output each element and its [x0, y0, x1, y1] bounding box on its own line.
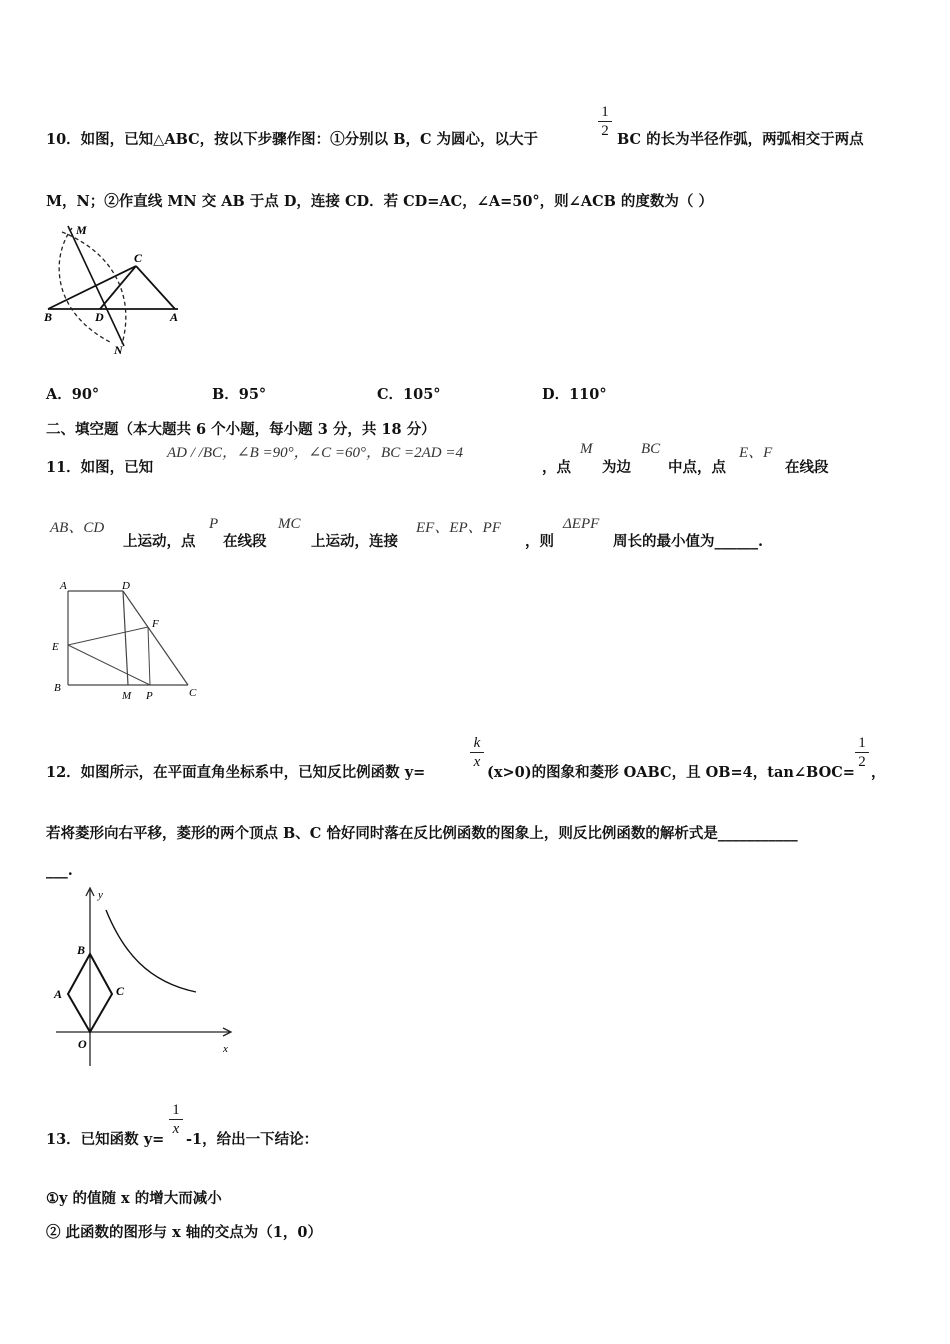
- q11-label-c: C: [189, 687, 197, 699]
- q12-label-x: x: [223, 1043, 228, 1055]
- q11-text-1: 11．如图，已知: [46, 459, 154, 476]
- q12-line3: ___.: [46, 862, 73, 879]
- q12-label-c: C: [116, 984, 125, 998]
- q11-math-6: P: [209, 516, 219, 532]
- q12-label-b: B: [77, 943, 86, 957]
- q11-text-10: 周长的最小值为______.: [613, 533, 764, 550]
- q11-label-a: A: [60, 580, 67, 592]
- q10-line-bc: [48, 266, 136, 309]
- q10-option-c: C．105°: [377, 386, 441, 403]
- q12-frac2-num: 1: [858, 735, 866, 751]
- q12-fraction-tan: [855, 735, 869, 770]
- q12-line2: 若将菱形向右平移，菱形的两个顶点 B、C 恰好同时落在反比例函数的图象上，则反比例函数的解析式是___________: [46, 825, 798, 842]
- q13-frac-den: x: [172, 1121, 180, 1137]
- q12-text-1: 12．如图所示，在平面直角坐标系中，已知反比例函数 y=: [46, 764, 426, 781]
- q13-conclusion-1: ①y 的值随 x 的增大而减小: [46, 1190, 222, 1207]
- q11-label-f: F: [152, 618, 159, 630]
- q11-figure: [48, 575, 208, 705]
- q11-math-5: AB、CD: [50, 520, 105, 536]
- q12-text-3: ，: [871, 764, 886, 781]
- q10-figure: [40, 218, 190, 363]
- q10-line1-end: BC 的长为半径作弧，两弧相交于两点: [617, 131, 864, 148]
- q11-label-m: M: [122, 690, 132, 702]
- q10-label-a: A: [170, 310, 179, 324]
- q13-text-2: -1，给出一下结论：: [186, 1131, 319, 1148]
- q11-text-7: 在线段: [223, 533, 267, 550]
- q11-label-b: B: [54, 682, 61, 694]
- q13-frac-num: 1: [172, 1102, 180, 1118]
- q10-line-ca: [136, 266, 175, 309]
- q12-figure: [48, 882, 243, 1070]
- q10-line-mn: [68, 226, 124, 346]
- q11-label-p: P: [146, 690, 153, 702]
- q11-math-7: MC: [278, 516, 301, 532]
- q11-math-8: EF、EP、PF: [416, 520, 501, 536]
- q12-frac-den: x: [473, 754, 481, 770]
- q10-arc-right: [62, 232, 126, 344]
- q12-label-o: O: [78, 1037, 87, 1051]
- q11-math-9: ΔEPF: [563, 516, 600, 532]
- q11-text-5: 在线段: [785, 459, 829, 476]
- q12-frac-num: k: [473, 735, 481, 751]
- q11-label-d: D: [122, 580, 130, 592]
- q11-math-2: M: [580, 441, 593, 457]
- q12-label-y: y: [98, 889, 103, 901]
- q10-label-m: M: [76, 223, 87, 237]
- q11-math-4: E、F: [739, 445, 773, 461]
- q10-fraction: [598, 104, 612, 139]
- q10-option-b: B．95°: [212, 386, 267, 403]
- q10-option-a: A．90°: [46, 386, 100, 403]
- q13-fraction: [169, 1102, 183, 1137]
- q10-option-d: D．110°: [542, 386, 607, 403]
- q11-math-1: AD / /BC，∠B =90°，∠C =60°，BC =2AD =4: [167, 445, 463, 461]
- q10-label-c: C: [134, 251, 143, 265]
- q12-frac2-den: 2: [858, 754, 866, 770]
- q11-text-3: 为边: [602, 459, 631, 476]
- q10-label-n: N: [114, 343, 123, 357]
- section-heading: 二、填空题（本大题共 6 个小题，每小题 3 分，共 18 分）: [46, 421, 436, 438]
- q12-label-a: A: [54, 987, 63, 1001]
- q10-arc-left: [59, 228, 112, 343]
- q11-text-6: 上运动，点: [123, 533, 196, 550]
- q10-label-b: B: [44, 310, 53, 324]
- q10-frac-den: 2: [601, 123, 609, 139]
- q11-text-4: 中点，点: [668, 459, 726, 476]
- q10-line1-start: 10．如图，已知△ABC，按以下步骤作图：①分别以 B，C 为圆心，以大于: [46, 131, 539, 148]
- q10-line-cd: [100, 266, 136, 309]
- q12-fraction-k: [470, 735, 484, 770]
- q13-text-1: 13．已知函数 y=: [46, 1131, 165, 1148]
- q11-text-8: 上运动，连接: [311, 533, 398, 550]
- q13-conclusion-2: ② 此函数的图形与 x 轴的交点为（1，0）: [46, 1224, 322, 1241]
- q10-line2: M，N；②作直线 MN 交 AB 于点 D，连接 CD．若 CD=AC，∠A=50°，则∠ACB 的度数为（ ）: [46, 193, 713, 210]
- q11-math-3: BC: [641, 441, 661, 457]
- q11-label-e: E: [52, 641, 59, 653]
- q10-frac-num: 1: [601, 104, 609, 120]
- q11-text-2: ，点: [542, 459, 571, 476]
- q10-label-d: D: [95, 310, 104, 324]
- q12-text-2: (x>0)的图象和菱形 OABC，且 OB=4，tan∠BOC=: [487, 764, 855, 781]
- q11-text-9: ，则: [525, 533, 554, 550]
